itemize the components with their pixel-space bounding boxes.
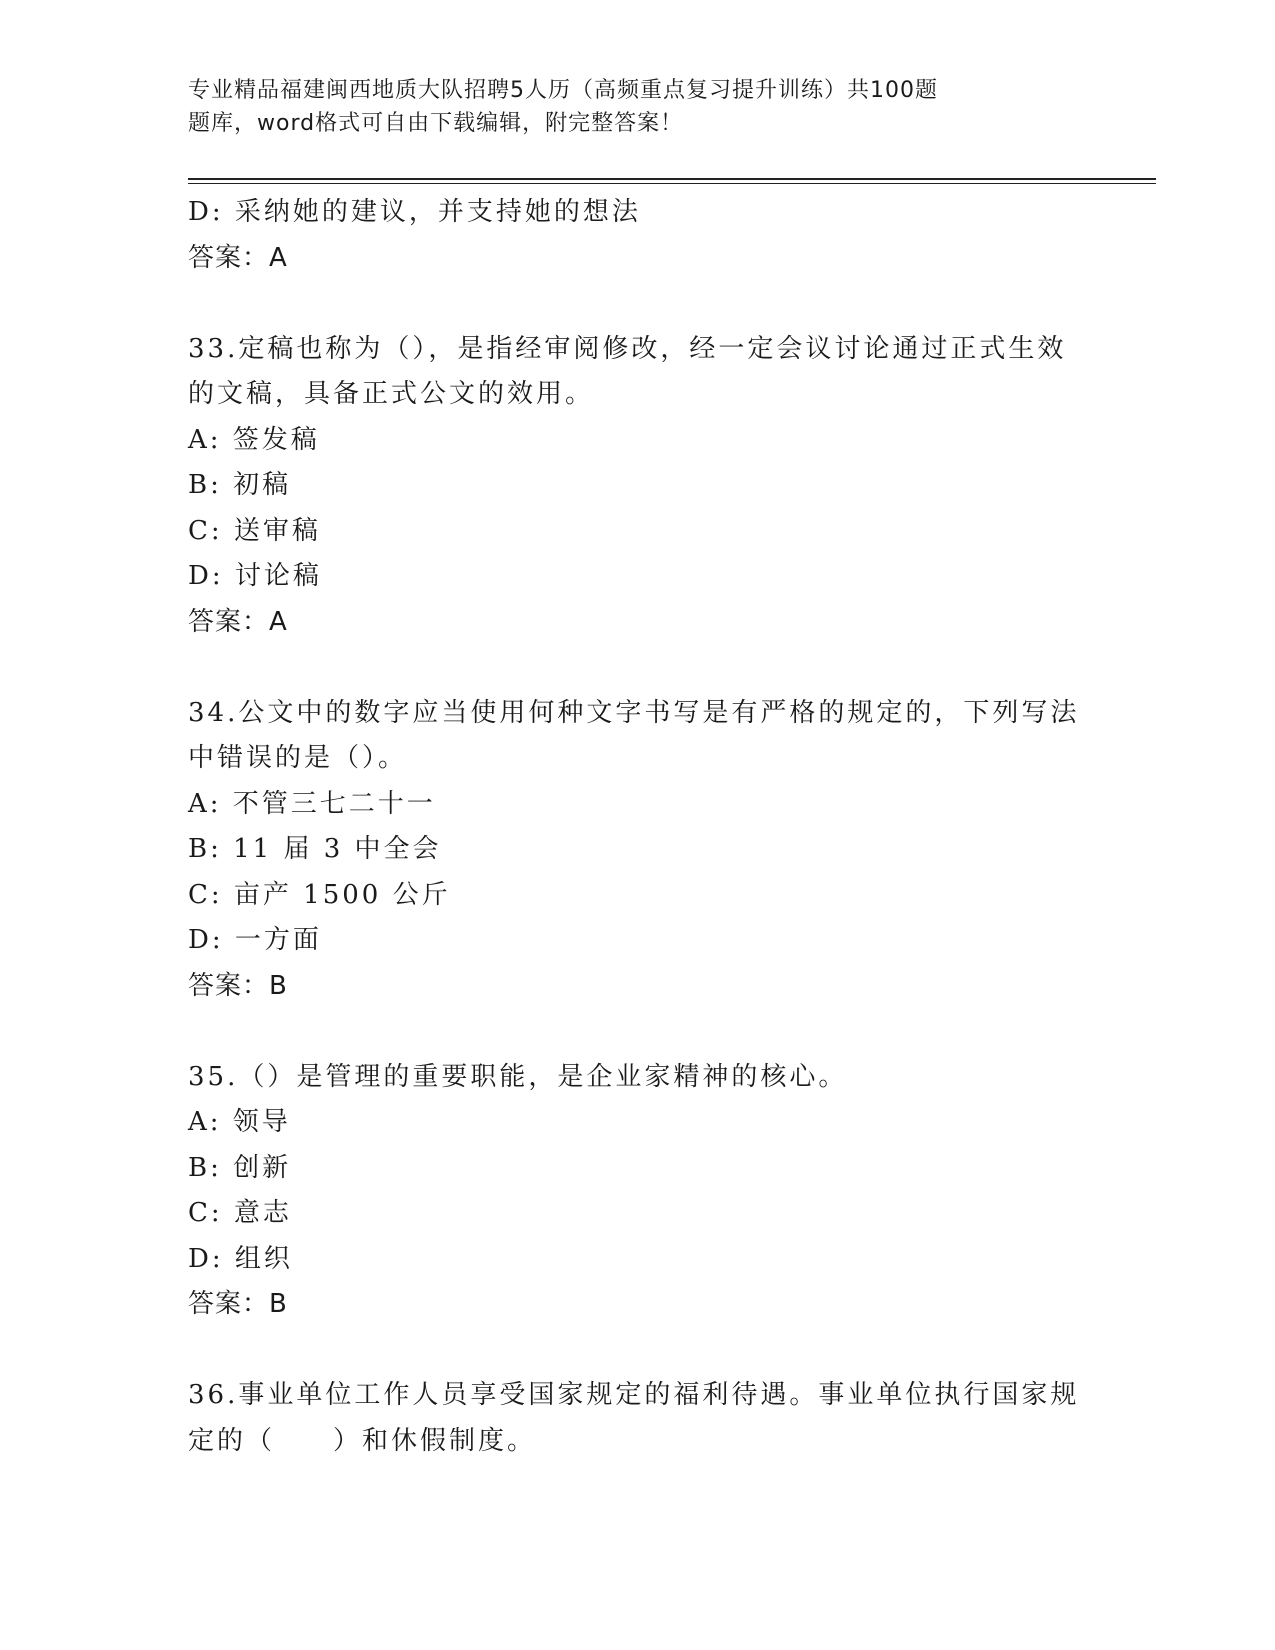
answer: 答案：B — [188, 1289, 288, 1319]
option-a: A: 签发稿 — [188, 424, 320, 455]
question-32-tail — [188, 190, 1088, 281]
header-line-2: 题库，word格式可自由下载编辑，附完整答案！ — [188, 111, 684, 136]
option-c: C: 送审稿 — [188, 515, 321, 546]
question-35 — [188, 1055, 1088, 1328]
question-list — [188, 190, 1088, 1464]
spacer — [188, 1009, 1088, 1055]
option-d: D: 讨论稿 — [188, 561, 322, 591]
spacer — [188, 281, 1088, 327]
question-text-line-2: 定的（ ）和休假制度。 — [188, 1425, 537, 1456]
option-c: C: 意志 — [188, 1198, 292, 1228]
answer: 答案：A — [188, 242, 288, 273]
option-d: D: 一方面 — [188, 925, 322, 955]
header-divider-thin — [188, 183, 1156, 184]
question-33 — [188, 327, 1088, 646]
answer: 答案：B — [188, 970, 288, 1001]
question-text-line-1: 36.事业单位工作人员享受国家规定的福利待遇。事业单位执行国家规 — [188, 1380, 1080, 1410]
spacer — [188, 1328, 1088, 1374]
spacer — [188, 645, 1088, 691]
document-header — [188, 74, 1048, 140]
header-divider-thick — [188, 178, 1156, 180]
option-b: B: 创新 — [188, 1152, 292, 1183]
option-a: A: 领导 — [188, 1107, 291, 1137]
answer: 答案：A — [188, 606, 288, 637]
option-c: C: 亩产 1500 公斤 — [188, 879, 451, 910]
question-text-line-1: 33.定稿也称为（），是指经审阅修改，经一定会议讨论通过正式生效 — [188, 333, 1067, 364]
question-text-line-1: 35.（）是管理的重要职能，是企业家精神的核心。 — [188, 1061, 848, 1092]
option-d: D: 组织 — [188, 1243, 293, 1274]
question-36 — [188, 1373, 1088, 1464]
header-line-1: 专业精品福建闽西地质大队招聘5人历（高频重点复习提升训练）共100题 — [188, 78, 938, 103]
option-a: A: 不管三七二十一 — [188, 788, 436, 819]
option-b: B: 初稿 — [188, 470, 292, 500]
question-34 — [188, 691, 1088, 1010]
question-text-line-1: 34.公文中的数字应当使用何种文字书写是有严格的规定的，下列写法 — [188, 697, 1080, 728]
option-b: B: 11 届 3 中全会 — [188, 834, 442, 864]
option-d: D: 采纳她的建议，并支持她的想法 — [188, 197, 641, 227]
question-text-line-2: 的文稿，具备正式公文的效用。 — [188, 379, 595, 409]
question-text-line-2: 中错误的是（）。 — [188, 743, 408, 773]
